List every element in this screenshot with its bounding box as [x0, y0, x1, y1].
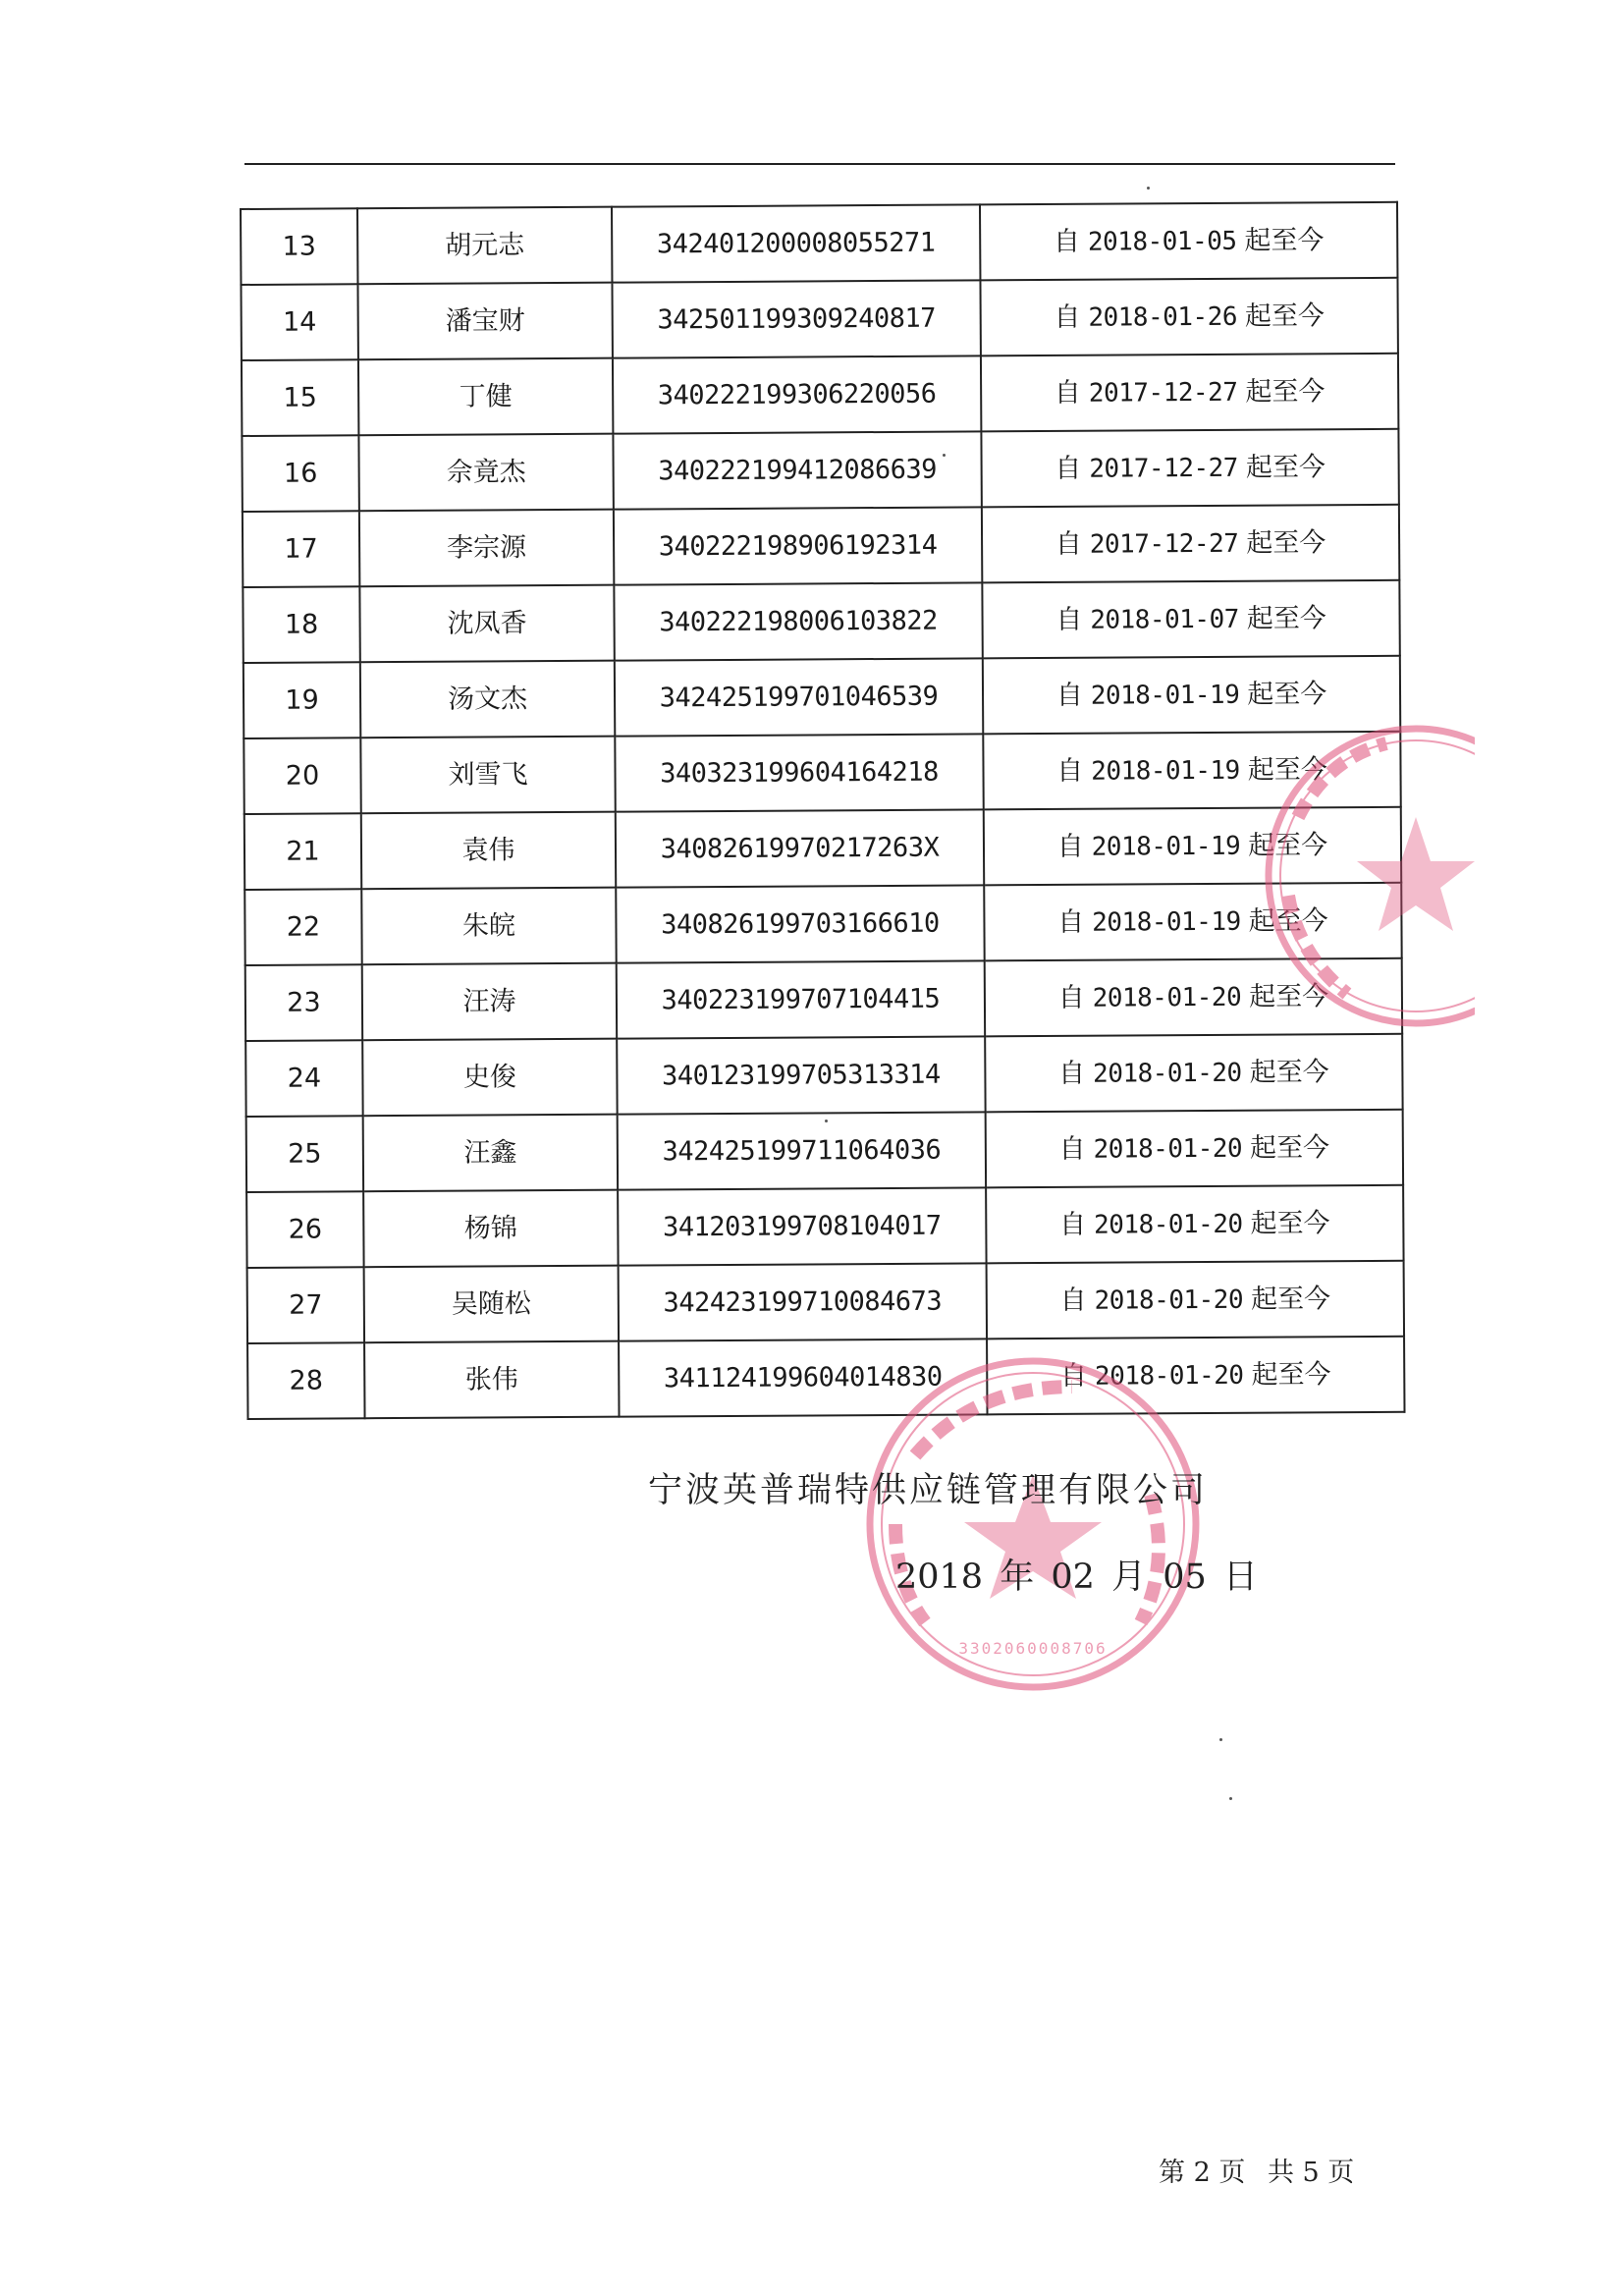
employment-period — [982, 505, 1399, 583]
period-suffix: 起至今 — [1245, 451, 1325, 483]
period-suffix: 起至今 — [1247, 753, 1327, 786]
employment-period — [981, 429, 1398, 508]
signature-date — [895, 1550, 1258, 1599]
row-number: 28 — [247, 1342, 364, 1419]
employee-name: 汪涛 — [362, 963, 617, 1041]
period-suffix: 起至今 — [1244, 224, 1325, 256]
employee-name: 汪鑫 — [363, 1115, 618, 1192]
id-number: 341203199708104017 — [618, 1187, 986, 1265]
employment-period — [986, 1110, 1403, 1188]
period-prefix: 自 — [1058, 1209, 1087, 1240]
table-row — [242, 354, 1398, 436]
period-prefix: 自 — [1054, 301, 1081, 333]
period-suffix: 起至今 — [1251, 1358, 1331, 1391]
employee-name: 沈凤香 — [359, 585, 614, 663]
employee-name: 杨锦 — [363, 1190, 618, 1268]
row-number: 18 — [243, 586, 359, 663]
period-prefix: 自 — [1055, 604, 1083, 635]
period-suffix: 起至今 — [1250, 1207, 1330, 1239]
row-number: 26 — [246, 1191, 363, 1268]
id-number: 342425199701046539 — [615, 658, 983, 736]
table-row — [243, 580, 1399, 663]
scan-speck — [943, 454, 946, 457]
period-suffix: 起至今 — [1246, 526, 1326, 559]
table-row — [243, 732, 1400, 814]
period-suffix: 起至今 — [1248, 904, 1328, 937]
period-start-date: 2018-01-19 — [1091, 755, 1240, 787]
id-number: 342501199309240817 — [612, 280, 980, 357]
row-number: 15 — [242, 359, 358, 436]
period-suffix: 起至今 — [1249, 1056, 1329, 1088]
scan-speck — [1229, 1797, 1232, 1800]
period-suffix: 起至今 — [1249, 980, 1329, 1012]
row-number: 25 — [246, 1116, 363, 1192]
row-number: 20 — [243, 738, 360, 814]
period-prefix: 自 — [1055, 680, 1083, 711]
employment-period — [983, 732, 1400, 810]
employee-name: 张伟 — [364, 1341, 619, 1419]
id-number: 342423199710084673 — [619, 1263, 987, 1340]
period-start-date: 2018-01-19 — [1091, 831, 1241, 862]
employment-period — [981, 354, 1398, 432]
period-suffix: 起至今 — [1246, 602, 1326, 634]
header-rule — [244, 163, 1395, 165]
employee-name: 丁健 — [358, 358, 613, 436]
employee-name: 胡元志 — [357, 207, 612, 285]
row-number: 23 — [245, 964, 362, 1041]
period-start-date: 2017-12-27 — [1089, 453, 1238, 484]
period-start-date: 2018-01-26 — [1088, 301, 1238, 333]
employee-name: 史俊 — [362, 1039, 617, 1117]
row-number: 21 — [244, 813, 361, 890]
id-number: 340222198906192314 — [614, 507, 982, 584]
period-prefix: 自 — [1059, 1285, 1087, 1316]
table-row — [245, 1034, 1402, 1117]
period-start-date: 2017-12-27 — [1088, 377, 1238, 409]
table-row — [247, 1261, 1404, 1343]
page-total: 共 5 页 — [1267, 2158, 1355, 2188]
date-month-unit: 月 — [1111, 1558, 1147, 1597]
date-day: 05 — [1163, 1558, 1207, 1597]
table-row — [243, 505, 1399, 587]
employee-name: 袁伟 — [361, 812, 616, 890]
employment-period — [985, 958, 1402, 1037]
date-day-unit: 日 — [1222, 1558, 1258, 1597]
id-number: 341124199604014830 — [619, 1339, 987, 1416]
employment-period — [985, 1034, 1402, 1113]
period-suffix: 起至今 — [1250, 1283, 1331, 1315]
period-start-date: 2018-01-07 — [1090, 604, 1239, 635]
period-start-date: 2018-01-20 — [1094, 1360, 1244, 1392]
employment-period — [983, 656, 1400, 735]
period-suffix: 起至今 — [1250, 1131, 1330, 1164]
employee-name: 朱皖 — [361, 888, 616, 965]
employee-table — [240, 201, 1406, 1420]
row-number: 14 — [241, 284, 357, 360]
employment-period — [986, 1185, 1403, 1264]
period-prefix: 自 — [1055, 453, 1082, 484]
date-year-unit: 年 — [1000, 1558, 1035, 1597]
row-number: 13 — [241, 208, 357, 285]
row-number: 16 — [242, 435, 358, 512]
id-number: 340222199412086639 — [613, 431, 981, 509]
period-start-date: 2018-01-20 — [1093, 1209, 1243, 1240]
id-number: 340323199604164218 — [615, 734, 983, 811]
period-prefix: 自 — [1056, 755, 1084, 787]
period-prefix: 自 — [1058, 1058, 1086, 1089]
table-row — [244, 883, 1401, 965]
id-number: 342425199711064036 — [618, 1112, 986, 1189]
period-prefix: 自 — [1053, 226, 1081, 257]
scan-speck — [1219, 1738, 1222, 1741]
date-year: 2018 — [895, 1558, 984, 1597]
page-footer — [1159, 2151, 1354, 2189]
period-start-date: 2018-01-20 — [1092, 982, 1242, 1013]
employee-name: 刘雪飞 — [360, 737, 615, 814]
period-prefix: 自 — [1054, 377, 1081, 409]
id-number: 342401200008055271 — [612, 204, 980, 282]
row-number: 24 — [245, 1040, 362, 1117]
period-prefix: 自 — [1056, 831, 1084, 862]
period-prefix: 自 — [1055, 528, 1082, 560]
table-row — [244, 807, 1401, 890]
table-row — [241, 202, 1397, 285]
period-start-date: 2018-01-19 — [1092, 906, 1241, 938]
period-start-date: 2018-01-20 — [1093, 1058, 1242, 1089]
row-number: 22 — [244, 889, 361, 965]
date-month: 02 — [1051, 1558, 1095, 1597]
scan-speck — [1147, 187, 1150, 190]
employee-name: 佘竟杰 — [358, 434, 613, 512]
period-suffix: 起至今 — [1248, 829, 1328, 861]
employment-period — [987, 1261, 1404, 1339]
table-row — [247, 1337, 1404, 1419]
row-number: 27 — [247, 1267, 364, 1343]
id-number: 340223199707104415 — [617, 960, 985, 1038]
id-number: 340123199705313314 — [617, 1036, 985, 1114]
period-prefix: 自 — [1057, 982, 1085, 1013]
row-number: 19 — [243, 662, 360, 738]
employment-period — [987, 1337, 1404, 1415]
employee-table-body — [241, 202, 1405, 1419]
id-number: 34082619970217263X — [616, 809, 984, 887]
period-prefix: 自 — [1057, 906, 1085, 938]
table-row — [241, 278, 1397, 360]
employee-name: 吴随松 — [364, 1266, 619, 1343]
period-start-date: 2018-01-20 — [1094, 1285, 1244, 1316]
id-number: 340222198006103822 — [614, 582, 982, 660]
period-suffix: 起至今 — [1245, 375, 1325, 408]
period-prefix: 自 — [1059, 1360, 1088, 1392]
employment-period — [984, 883, 1401, 961]
table-row — [245, 958, 1402, 1041]
table-row — [242, 429, 1398, 512]
table-row — [246, 1185, 1403, 1268]
period-suffix: 起至今 — [1244, 300, 1325, 332]
period-start-date: 2018-01-20 — [1093, 1133, 1243, 1165]
scan-speck — [825, 1120, 828, 1122]
period-start-date: 2018-01-05 — [1087, 226, 1237, 257]
employee-name: 潘宝财 — [357, 283, 612, 360]
period-start-date: 2017-12-27 — [1089, 528, 1239, 560]
period-prefix: 自 — [1058, 1133, 1086, 1165]
company-name: 宁波英普瑞特供应链管理有限公司 — [648, 1471, 1209, 1510]
id-number: 340222199306220056 — [613, 355, 981, 433]
period-start-date: 2018-01-19 — [1090, 680, 1240, 711]
employment-period — [980, 278, 1397, 356]
row-number: 17 — [243, 511, 359, 587]
employee-name: 汤文杰 — [360, 661, 615, 738]
seal-code-text: 3302060008706 — [958, 1639, 1108, 1658]
page-number: 第 2 页 — [1159, 2158, 1246, 2188]
period-suffix: 起至今 — [1247, 678, 1327, 710]
table-row — [243, 656, 1400, 738]
employment-period — [982, 580, 1399, 659]
id-number: 340826199703166610 — [616, 885, 984, 962]
employment-period — [980, 202, 1397, 281]
employee-name: 李宗源 — [359, 510, 614, 587]
employment-period — [984, 807, 1401, 886]
